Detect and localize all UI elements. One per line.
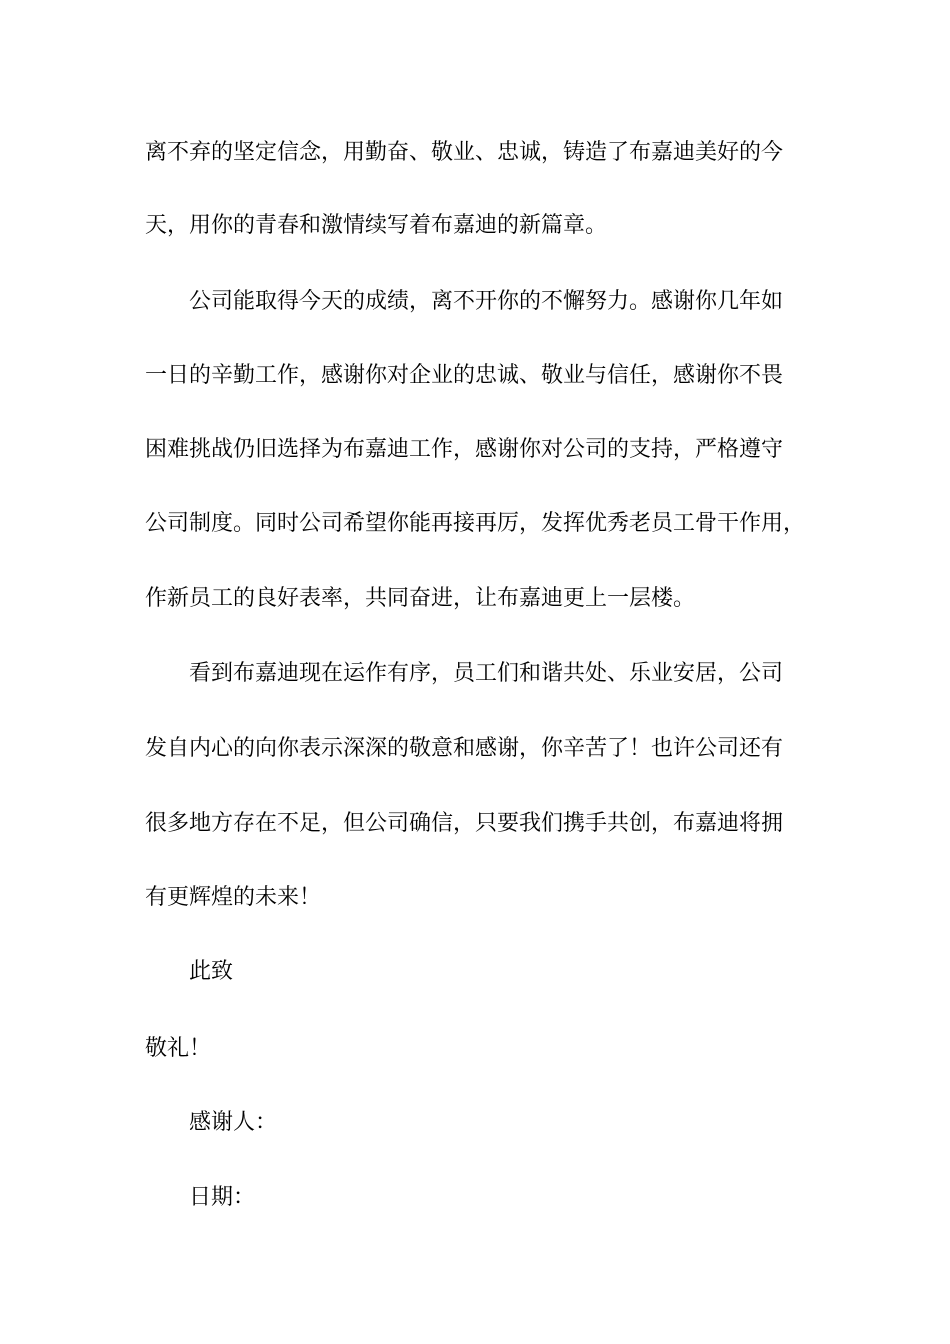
closing-regards: 敬礼！ xyxy=(145,1036,212,1061)
date-label: 日期： xyxy=(189,1185,256,1210)
paragraph-2-line-5: 作新员工的良好表率，共同奋进，让布嘉迪更上一层楼。 xyxy=(145,586,696,611)
signer-label: 感谢人： xyxy=(189,1110,278,1135)
paragraph-2-line-4: 公司制度。同时公司希望你能再接再厉，发挥优秀老员工骨干作用， xyxy=(145,511,806,536)
paragraph-3-line-3: 很多地方存在不足，但公司确信，只要我们携手共创，布嘉迪将拥 xyxy=(145,811,784,836)
paragraph-1-line-1: 离不弃的坚定信念，用勤奋、敬业、忠诚，铸造了布嘉迪美好的今 xyxy=(145,140,784,165)
paragraph-2-line-2: 一日的辛勤工作，感谢你对企业的忠诚、敬业与信任，感谢你不畏 xyxy=(145,363,784,388)
paragraph-2-line-1: 公司能取得今天的成绩，离不开你的不懈努力。感谢你几年如 xyxy=(189,289,784,314)
paragraph-3-line-4: 有更辉煌的未来！ xyxy=(145,885,322,910)
paragraph-3-line-1: 看到布嘉迪现在运作有序，员工们和谐共处、乐业安居，公司 xyxy=(189,661,784,686)
paragraph-2-line-3: 困难挑战仍旧选择为布嘉迪工作，感谢你对公司的支持，严格遵守 xyxy=(145,437,784,462)
closing-salutation: 此致 xyxy=(189,959,234,984)
paragraph-3-line-2: 发自内心的向你表示深深的敬意和感谢，你辛苦了！也许公司还有 xyxy=(145,736,784,761)
paragraph-1-line-2: 天，用你的青春和激情续写着布嘉迪的新篇章。 xyxy=(145,213,608,238)
